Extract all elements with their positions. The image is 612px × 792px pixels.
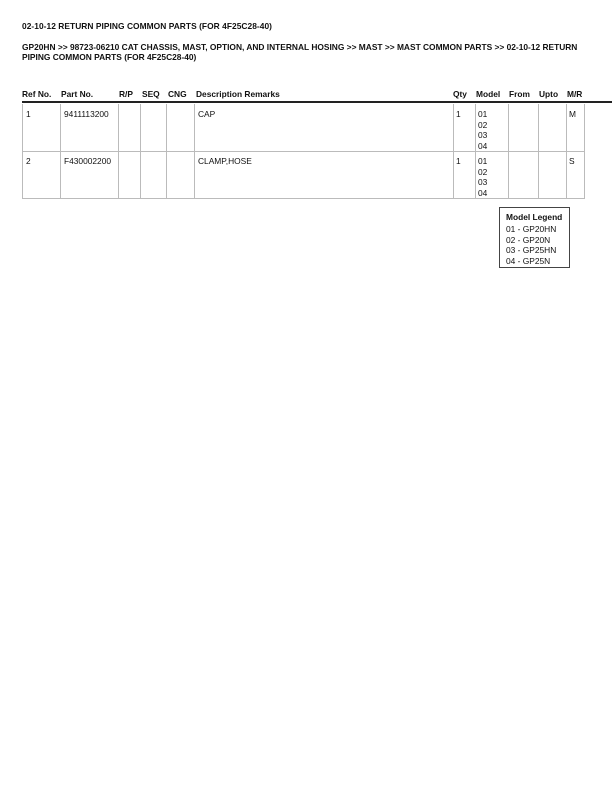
model-cell [478, 156, 487, 198]
ref-no-cell: 2 [26, 156, 31, 166]
header-mr: M/R [567, 89, 583, 99]
qty-cell: 1 [456, 156, 461, 166]
mr-cell: S [569, 156, 575, 166]
header-rp: R/P [119, 89, 133, 99]
header-description: Description Remarks [196, 89, 280, 99]
parts-table [22, 104, 584, 199]
legend-item: 04 - GP25N [506, 255, 551, 266]
legend-item: 02 - GP20N [506, 234, 551, 245]
legend-item: 01 - GP20HN [506, 224, 557, 234]
header-cng: CNG [168, 89, 187, 99]
qty-cell: 1 [456, 109, 461, 119]
model-code: 01 [478, 109, 488, 119]
row-divider [22, 151, 585, 152]
header-part-no: Part No. [61, 89, 94, 99]
model-code: 04 [478, 187, 488, 198]
mr-cell: M [569, 109, 576, 119]
header-seq: SEQ [142, 89, 160, 99]
legend-title: Model Legend [506, 212, 563, 222]
header-upto: Upto [539, 89, 559, 99]
header-model: Model [476, 89, 501, 99]
part-no-cell: F430002200 [64, 156, 112, 166]
ref-no-cell: 1 [26, 109, 31, 119]
page-title: 02-10-12 RETURN PIPING COMMON PARTS (FOR 4F25C28-40) [22, 21, 273, 31]
description-cell: CAP [198, 109, 216, 119]
model-legend [499, 207, 570, 268]
header-ref-no: Ref No. [22, 89, 52, 99]
breadcrumb: GP20HN >> 98723-06210 CAT CHASSIS, MAST, OPTION, AND INTERNAL HOSING >> MAST >> MAST COMMON PARTS >> 02-10-12 RETURN PIPING COMMON PARTS (FOR 4F25C28-40) [22, 42, 578, 62]
header-qty: Qty [453, 89, 467, 99]
model-code: 03 [478, 130, 488, 140]
header-rule [22, 101, 612, 103]
part-no-cell: 9411113200 [64, 109, 109, 119]
model-code: 03 [478, 177, 488, 187]
model-code: 02 [478, 119, 488, 130]
model-cell [478, 109, 487, 151]
model-code: 01 [478, 156, 488, 166]
table-border-bottom [22, 198, 585, 199]
model-code: 04 [478, 140, 488, 151]
legend-item: 03 - GP25HN [506, 245, 557, 255]
header-from: From [509, 89, 530, 99]
description-cell: CLAMP,HOSE [198, 156, 252, 166]
model-code: 02 [478, 166, 488, 177]
